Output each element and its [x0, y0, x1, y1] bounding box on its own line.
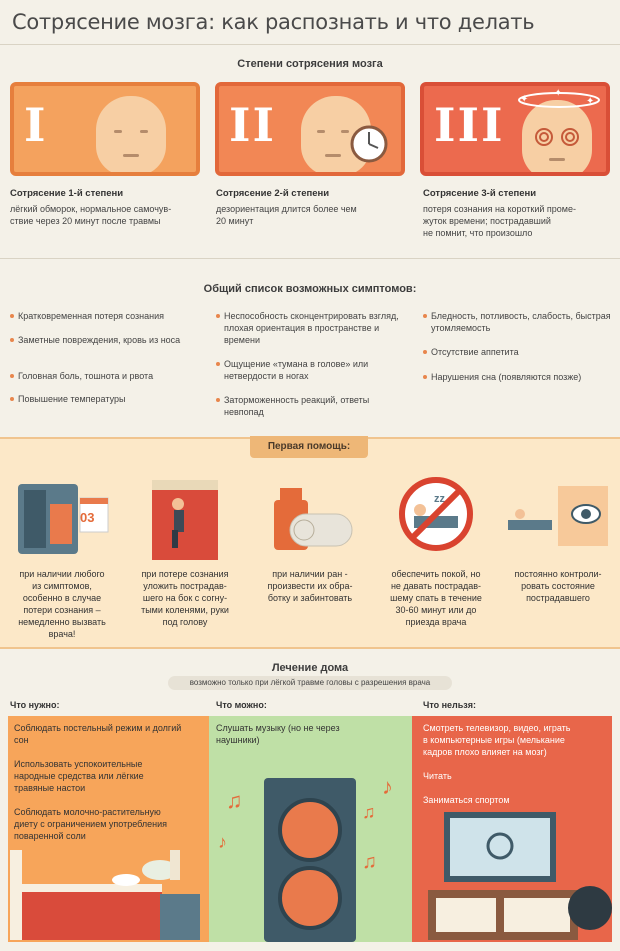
- svg-text:♫: ♫: [362, 802, 376, 822]
- degree-3-desc: потеря сознания на короткий проме- жуток времени; пострадавший не помнит, что произошло: [423, 204, 576, 238]
- divider: [0, 258, 620, 259]
- home-subheader: возможно только при лёгкой травме головы с разрешения врача: [168, 676, 452, 690]
- symptom-item: Кратковременная потеря сознания: [10, 310, 195, 322]
- first-aid-step-1: при наличии любого из симптомов, особенно в случае потери сознания – немедленно вызвать врача!: [18, 569, 106, 639]
- no-sleep-icon: [398, 476, 474, 552]
- symptoms-header: Общий список возможных симптомов:: [203, 283, 417, 295]
- phone-icon: [18, 484, 110, 554]
- symptom-item: Повышение температуры: [10, 393, 195, 405]
- face-icon: [96, 96, 166, 176]
- tv-icon: [420, 812, 612, 940]
- svg-text:♫: ♫: [362, 851, 377, 873]
- stars-icon: [514, 88, 604, 110]
- degree-2-label: Сотрясение 2-й степени: [216, 188, 330, 199]
- first-aid-step-3: при наличии ран - произвести их обра- ботку и забинтовать: [267, 569, 353, 603]
- symptom-item: Неспособность сконцентрировать взгляд, плохая ориентация в пространстве и времени: [216, 310, 406, 346]
- clock-icon: [349, 124, 389, 164]
- degree-1-label: Сотрясение 1-й степени: [10, 188, 124, 199]
- degree-2-card: [215, 82, 405, 176]
- degree-3-label: Сотрясение 3-й степени: [423, 188, 537, 199]
- degree-2-numeral: II: [229, 98, 277, 152]
- mustnot-item: Читать: [423, 771, 452, 781]
- symptom-item: Ощущение «тумана в голове» или нетвердости в ногах: [216, 358, 406, 382]
- svg-text:zz: zz: [434, 493, 445, 505]
- mustnot-item: Заниматься спортом: [423, 795, 510, 805]
- symptom-item: Бледность, потливость, слабость, быстрая утомляемость: [423, 310, 613, 334]
- first-aid-title: Первая помощь:: [250, 436, 368, 458]
- svg-text:♪: ♪: [218, 832, 227, 852]
- degree-3-numeral: III: [434, 98, 505, 152]
- degrees-header: Степени сотрясения мозга: [237, 58, 383, 70]
- lying-person-icon: [152, 480, 218, 560]
- degree-1-desc: лёгкий обморок, нормальное самочув- ствие через 20 минут после травмы: [10, 204, 172, 226]
- svg-text:♫: ♫: [226, 788, 243, 813]
- page-title: Сотрясение мозга: как распознать и что делать: [12, 10, 535, 34]
- first-aid-step-2: при потере сознания уложить пострадав- шего на бок с согну- тыми коленями, руки под голову: [141, 569, 229, 627]
- first-aid-step-5: постоянно контроли- ровать состояние пострадавшего: [514, 569, 602, 603]
- divider: [0, 44, 620, 45]
- may-title: Что можно:: [216, 700, 267, 710]
- need-title: Что нужно:: [10, 700, 60, 710]
- may-item: Слушать музыку (но не через наушники): [216, 723, 340, 745]
- bandage-icon: [270, 488, 356, 554]
- symptom-item: Отсутствие аппетита: [423, 346, 613, 358]
- svg-text:♪: ♪: [382, 778, 393, 799]
- dizzy-face-icon: [522, 100, 592, 176]
- degree-3-card: [420, 82, 610, 176]
- need-item: Соблюдать постельный режим и долгий сон: [14, 723, 182, 745]
- svg-text:✦: ✦: [520, 94, 529, 105]
- mustnot-item: Смотреть телевизор, видео, играть в компьютерные игры (мелькание кадров плохо влияет на мозг): [423, 723, 571, 757]
- calendar-number: 03: [80, 510, 95, 525]
- mustnot-title: Что нельзя:: [423, 700, 477, 710]
- svg-text:✦: ✦: [586, 96, 595, 107]
- svg-text:✦: ✦: [554, 88, 563, 99]
- degree-2-desc: дезориентация длится более чем 20 минут: [216, 204, 357, 226]
- home-header: Лечение дома: [271, 662, 349, 674]
- first-aid-step-4: обеспечить покой, но не давать пострадав- шему спать в течение 30-60 минут или до приезда врача: [390, 569, 482, 627]
- speaker-icon: [212, 778, 408, 942]
- degree-1-card: [10, 82, 200, 176]
- symptom-item: Нарушения сна (появляются позже): [423, 371, 613, 383]
- symptom-item: Головная боль, тошнота и рвота: [10, 370, 195, 382]
- bed-icon: [10, 840, 206, 940]
- symptom-item: Заметные повреждения, кровь из носа: [10, 334, 190, 346]
- eye-icon: [508, 486, 608, 546]
- need-item: Соблюдать молочно-растительную диету с ограничением употребления поваренной соли: [14, 807, 167, 841]
- need-item: Использовать успокоительные народные средства или лёгкие травяные настои: [14, 759, 144, 793]
- symptom-item: Заторможенность реакций, ответы невпопад: [216, 394, 406, 418]
- degree-1-numeral: I: [24, 98, 48, 152]
